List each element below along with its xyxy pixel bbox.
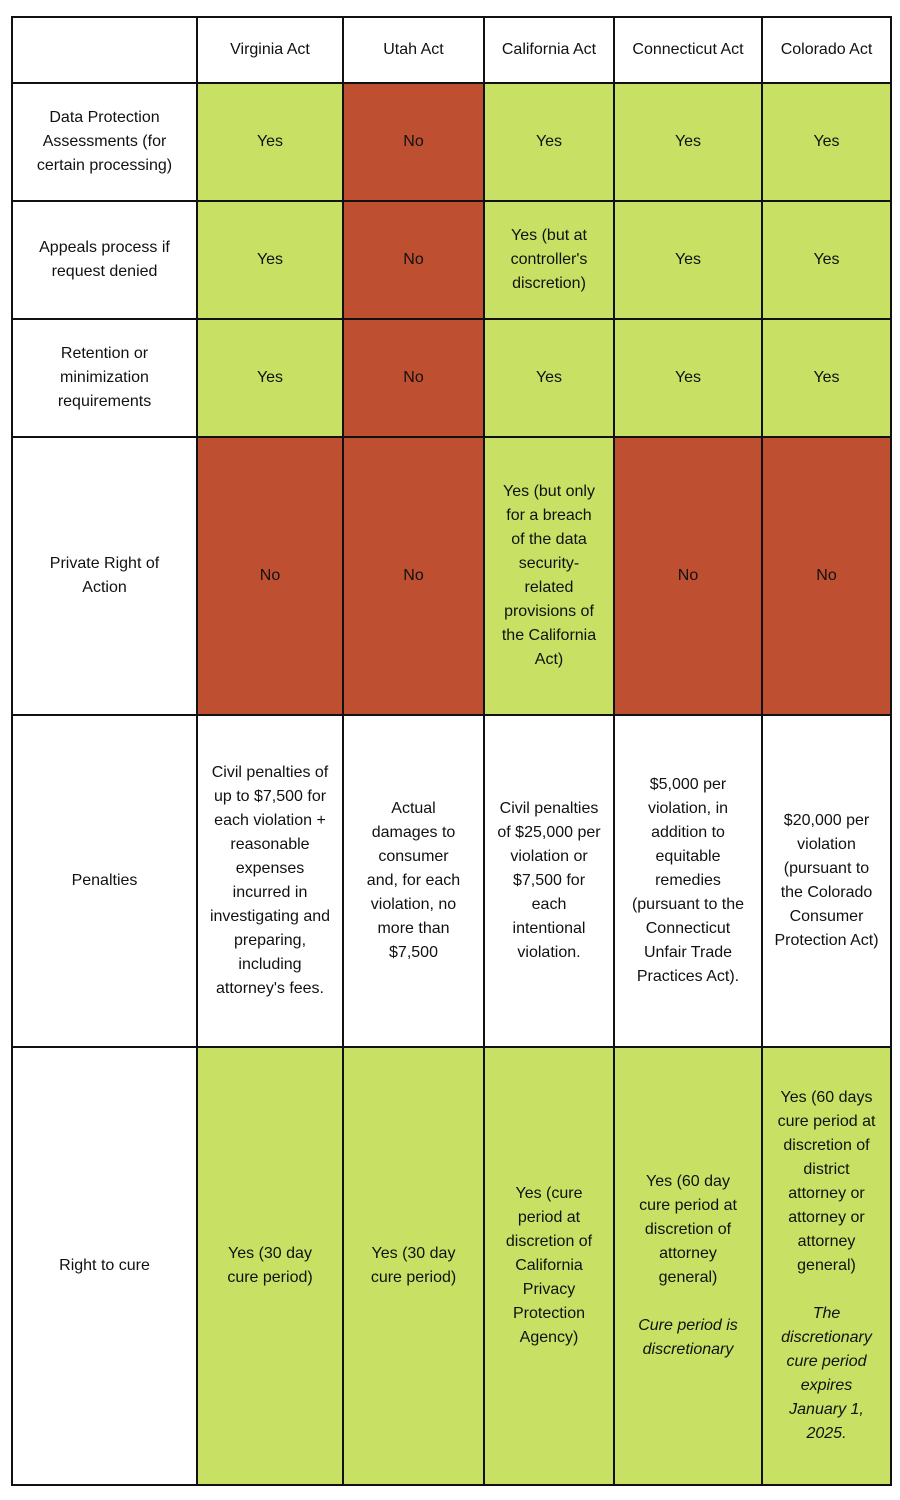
header-virginia-act: Virginia Act <box>197 17 343 83</box>
cell-text: Yes <box>535 133 563 150</box>
row-label-text: Data Protection Assessments (for certain processing) <box>36 109 173 174</box>
row-label <box>12 715 197 1047</box>
row-label-text: Appeals process if request denied <box>39 239 170 280</box>
cell-text: Yes <box>674 133 702 150</box>
privacy-law-comparison-table <box>11 16 892 1486</box>
row-label <box>12 437 197 715</box>
cell-note: Cure period is discretionary <box>638 1317 738 1358</box>
status-cell <box>197 1047 343 1485</box>
cell-text: Yes <box>813 369 840 386</box>
table-row <box>12 319 891 437</box>
cell-text: Yes <box>256 133 284 150</box>
cell-text: Yes (30 day cure period) <box>227 1245 313 1286</box>
status-cell <box>762 1047 891 1485</box>
status-cell <box>197 319 343 437</box>
status-cell <box>484 83 614 201</box>
cell-text: No <box>403 133 424 150</box>
status-cell <box>762 715 891 1047</box>
cell-text: Yes (cure period at discretion of California Privacy Protection Agency) <box>505 1185 593 1346</box>
cell-text: Yes <box>674 369 702 386</box>
table-row <box>12 715 891 1047</box>
row-label <box>12 201 197 319</box>
header-california-act: California Act <box>484 17 614 83</box>
status-cell <box>343 201 484 319</box>
status-cell <box>197 715 343 1047</box>
status-cell <box>762 437 891 715</box>
cell-text: No <box>677 567 699 584</box>
table-row <box>12 1047 891 1485</box>
header-connecticut-act: Connecticut Act <box>614 17 762 83</box>
row-label-text: Retention or minimization requirements <box>57 345 152 410</box>
row-label <box>12 83 197 201</box>
table-row <box>12 201 891 319</box>
status-cell <box>343 715 484 1047</box>
cell-text: No <box>259 567 281 584</box>
cell-text: Yes <box>813 251 840 268</box>
cell-note: The discretionary cure period expires January 1, 2025. <box>781 1305 872 1442</box>
status-cell <box>484 1047 614 1485</box>
cell-text: No <box>403 251 424 268</box>
cell-text: Yes <box>674 251 702 268</box>
cell-text: Yes (60 day cure period at discretion of attorney general) <box>639 1173 737 1286</box>
status-cell <box>484 437 614 715</box>
header-colorado-act: Colorado Act <box>762 17 891 83</box>
row-label-text: Right to cure <box>59 1257 150 1274</box>
status-cell <box>614 201 762 319</box>
status-cell <box>343 1047 484 1485</box>
status-cell <box>343 319 484 437</box>
row-label-text: Private Right of Action <box>49 555 160 596</box>
cell-text: Yes <box>256 369 284 386</box>
cell-text: No <box>816 567 837 584</box>
table-row <box>12 83 891 201</box>
cell-text: No <box>403 567 424 584</box>
row-label-text: Penalties <box>71 872 138 889</box>
cell-text: Actual damages to consumer and, for each violation, no more than $7,500 <box>366 800 461 961</box>
cell-spacer <box>631 1290 745 1314</box>
cell-text: Yes (but at controller's discretion) <box>510 227 588 292</box>
status-cell <box>614 83 762 201</box>
cell-text: Civil penalties of $25,000 per violation or $7,500 for each intentional violation. <box>497 800 601 961</box>
status-cell <box>762 319 891 437</box>
corner-cell <box>12 17 197 83</box>
table-row <box>12 437 891 715</box>
status-cell <box>484 715 614 1047</box>
cell-text: $5,000 per violation, in addition to equitable remedies (pursuant to the Connecticut Unfair Trade Practices Act). <box>631 776 745 985</box>
status-cell <box>197 437 343 715</box>
status-cell <box>614 319 762 437</box>
cell-text: Yes <box>535 369 563 386</box>
cell-text: $20,000 per violation (pursuant to the Colorado Consumer Protection Act) <box>774 812 879 949</box>
cell-text: No <box>403 369 424 386</box>
cell-text: Yes (30 day cure period) <box>370 1245 457 1286</box>
status-cell <box>614 715 762 1047</box>
status-cell <box>614 437 762 715</box>
status-cell <box>197 83 343 201</box>
status-cell <box>762 83 891 201</box>
status-cell <box>197 201 343 319</box>
row-label <box>12 1047 197 1485</box>
cell-text: Yes <box>256 251 284 268</box>
status-cell <box>343 437 484 715</box>
status-cell <box>484 201 614 319</box>
cell-text: Yes <box>813 133 840 150</box>
header-utah-act: Utah Act <box>343 17 484 83</box>
cell-text: Yes (60 days cure period at discretion of district attorney or attorney or attorney general) <box>777 1089 876 1274</box>
status-cell <box>484 319 614 437</box>
row-label <box>12 319 197 437</box>
cell-text: Civil penalties of up to $7,500 for each violation + reasonable expenses incurred in investigating and preparing, including attorney's fees. <box>209 764 331 997</box>
cell-spacer <box>777 1278 876 1302</box>
header-row <box>12 17 891 83</box>
cell-text: Yes (but only for a breach of the data security-related provisions of the California Act) <box>501 483 597 668</box>
status-cell <box>343 83 484 201</box>
status-cell <box>762 201 891 319</box>
status-cell <box>614 1047 762 1485</box>
